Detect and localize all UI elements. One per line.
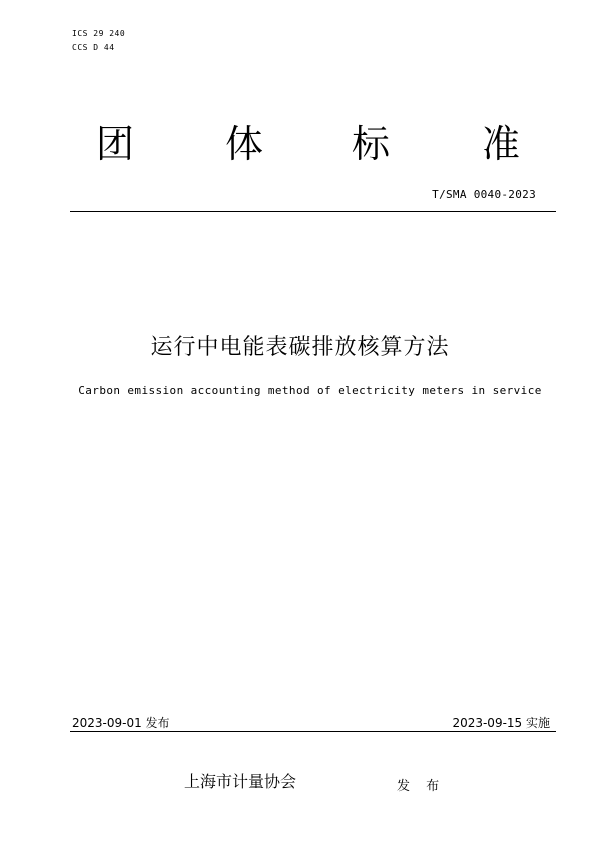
chinese-title: 运行中电能表碳排放核算方法 [150, 335, 450, 360]
ccs-code: CCS D 44 [72, 43, 115, 52]
issuing-organization: 上海市计量协会 [184, 772, 297, 791]
bottom-divider [70, 731, 556, 732]
publish-label: 发 布 [397, 779, 446, 794]
ics-code: ICS 29 240 [72, 29, 126, 38]
standard-type-char-4: 准 [482, 122, 521, 166]
implementation-date: 2023-09-15 实施 [452, 716, 550, 730]
standard-type-char-2: 体 [225, 122, 264, 166]
standard-type-char-1: 团 [96, 122, 135, 166]
standard-type-char-3: 标 [352, 122, 391, 166]
english-title: Carbon emission accounting method of electricity meters in service [78, 384, 542, 397]
top-divider [70, 211, 556, 212]
issue-date: 2023-09-01 发布 [72, 716, 170, 730]
standard-number: T/SMA 0040-2023 [432, 188, 536, 201]
